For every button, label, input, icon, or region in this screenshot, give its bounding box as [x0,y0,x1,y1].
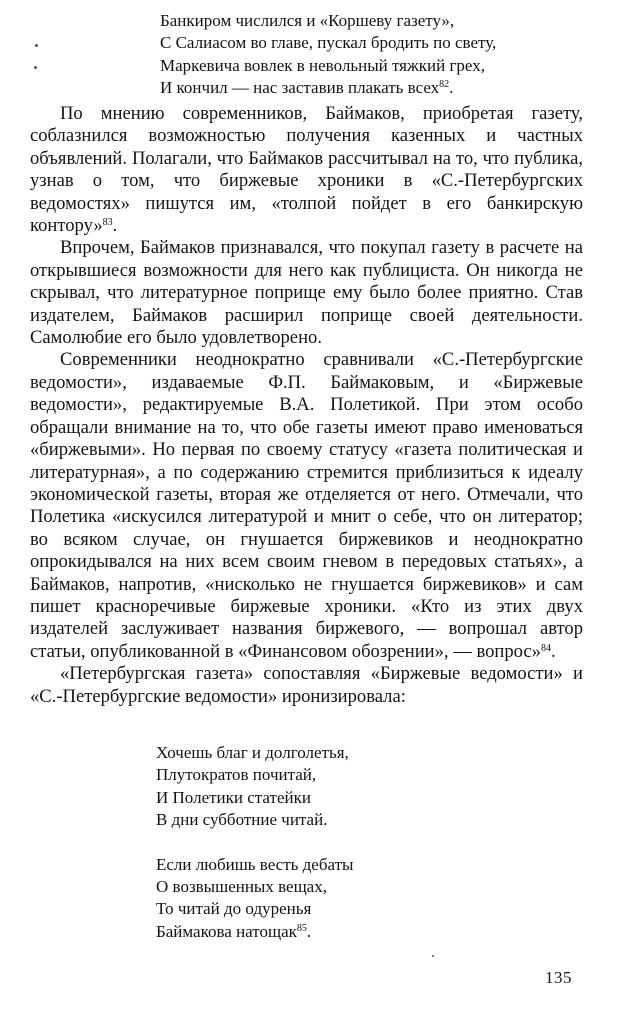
verse-line: И кончил — нас заставив плакать всех$^{82}$. [160,78,454,98]
stanza-gap [156,832,353,854]
body-text [30,103,583,708]
quoted-verse-bottom [156,742,353,943]
scan-speck [35,44,38,47]
verse-stanza-1 [156,742,353,832]
paragraph-4: «Петербургская газета» сопоставляя «Биржевые ведомости» и «С.-Петербургские ведомости» иронизировала: [30,663,583,707]
paragraph-1: По мнению современников, Баймаков, приобретая газету, соблазнился возможностью получения казенных и частных объявлений. Полагали, что Баймаков рассчитывал на то, что публика, узнав о том, что биржевые хроники в «С.-Петербургских ведомостях» пишутся им, «толпой пойдет в его банкирскую контору»$^{83}$. [30,103,583,237]
verse-line: Баймакова натощак$^{85}$. [156,921,312,941]
verse-line: Маркевича вовлек в невольный тяжкий грех, [160,55,485,75]
scan-speck [34,66,37,69]
page-number: 135 [545,968,572,987]
verse-line: Хочешь благ и долголетья, [156,743,349,762]
verse-line: То читай до одуренья [156,899,312,919]
verse-line: Плутократов почитай, [156,765,317,785]
paragraph-3: Современники неоднократно сравнивали «С.-Петербургские ведомости», издаваемые Ф.П. Баймаковым, и «Биржевые ведомости», редактируемые В.А. Полетикой. При этом особо обращали внимание на то, что обе газеты имеют право именоваться «биржевыми». Но первая по своему статусу «газета политическая и литературная», а по содержанию стремится приблизиться к идеалу экономической газеты, вторая же отделяется от него. Отмечали, что Полетика «искусился литературой и мнит о себе, что он литератор; во всяком случае, он гнушается биржевиков и неоднократно опрокидывался на них всем своим гневом в передовых статьях», а Баймаков, напротив, «нисколько не гнушается биржевиков» и сам пишет красноречивые биржевые хроники. «Кто из этих двух издателей заслуживает названия биржевого, — вопрошал автор статьи, опубликованной в «Финансовом обозрении», — вопрос»$^{84}$. [30,349,583,662]
verse-line: И Полетики статейки [156,787,311,807]
verse-line: Банкиром числился и «Коршеву газету», [160,11,455,30]
footnote-ref-84: 84 [540,642,551,654]
verse-line: О возвышенных вещах, [156,877,327,897]
verse-line: С Салиасом во главе, пускал бродить по свету, [160,33,497,53]
footnote-ref-83: 83 [102,217,113,229]
verse-stanza-2 [156,854,353,944]
footnote-ref-82: 82 [439,79,450,91]
verse-line: Если любишь весть дебаты [156,854,354,874]
scan-speck [432,955,434,957]
footnote-ref-85: 85 [296,922,307,934]
verse-line: В дни субботние читай. [156,810,328,830]
paragraph-2: Впрочем, Баймаков признавался, что покупал газету в расчете на открывшиеся возможности для него как публициста. Он никогда не скрывал, что литературное поприще ему было более приятно. Став издателем, Баймаков расширил поприще своей деятельности. Самолюбие его было удовлетворено. [30,237,583,349]
epigram-verse-top [160,10,496,100]
